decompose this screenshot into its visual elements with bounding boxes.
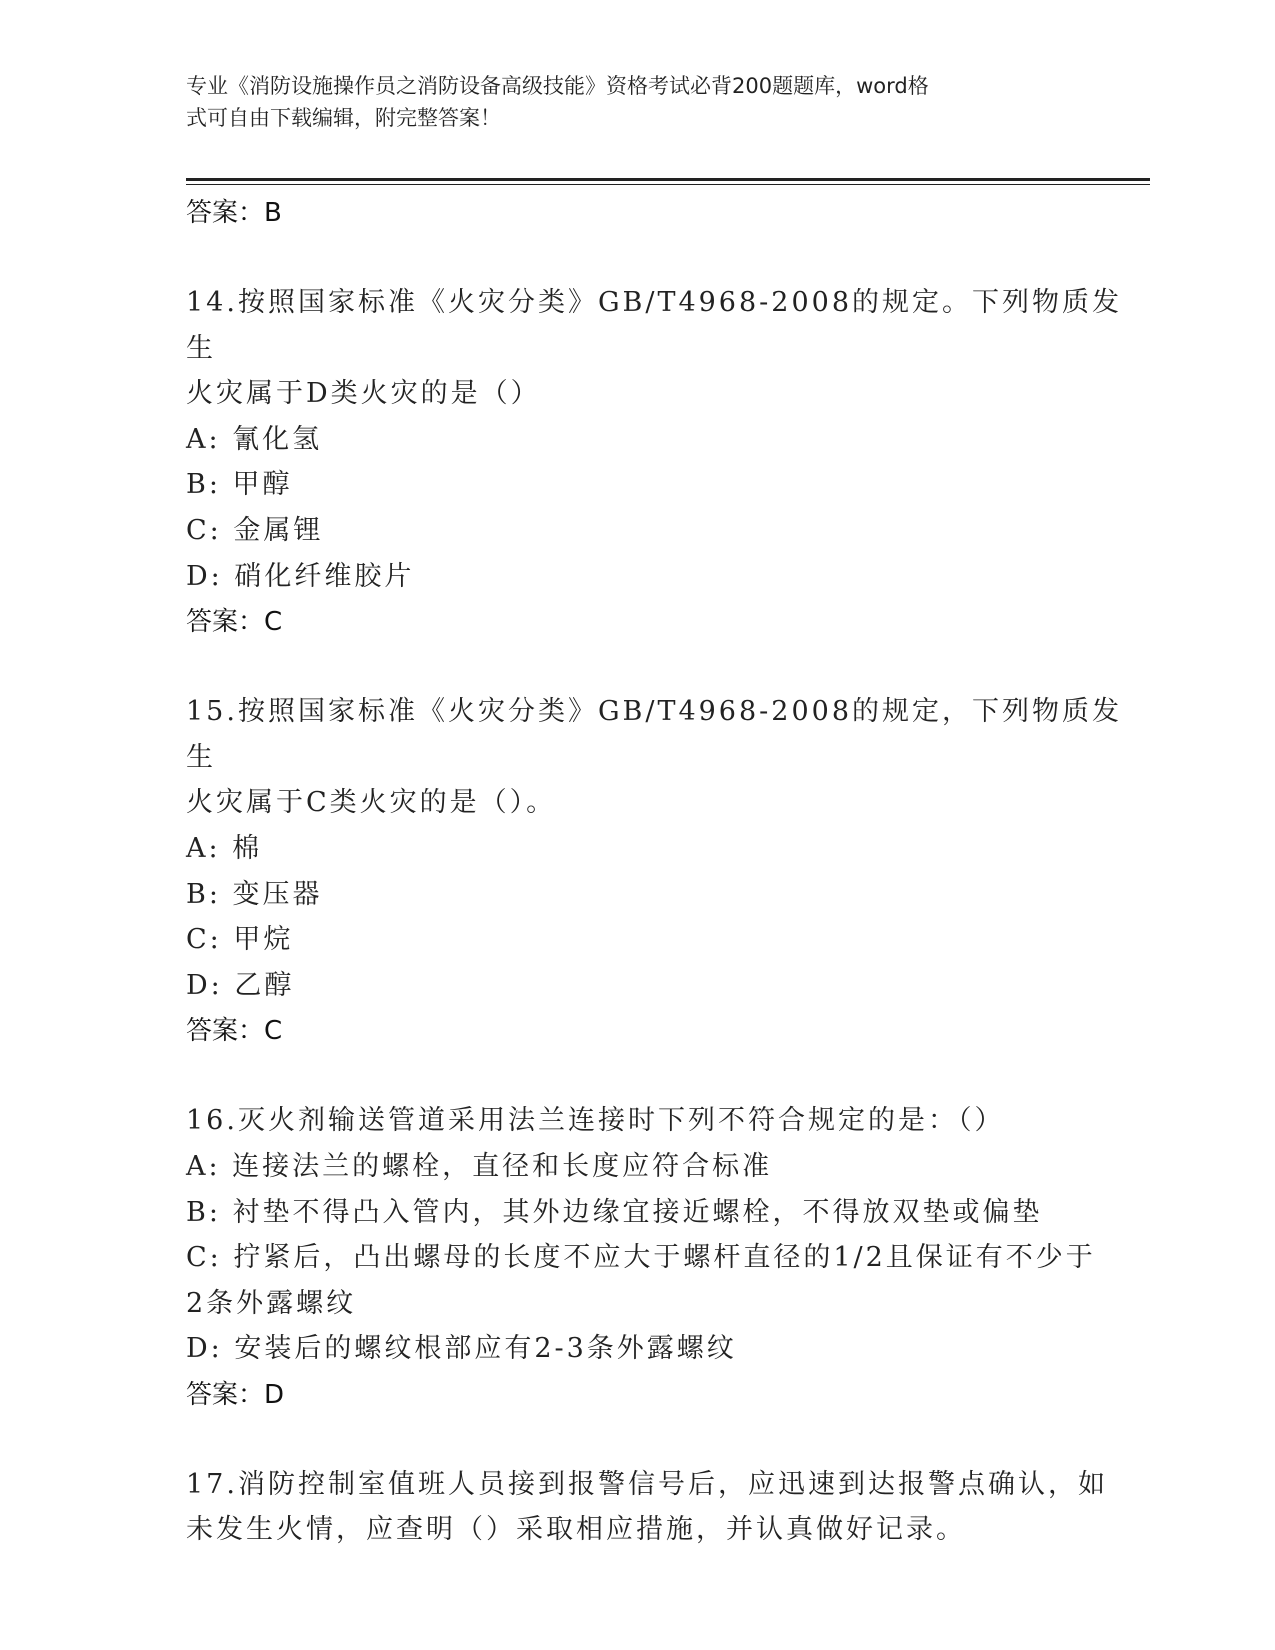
question-text-line: 15.按照国家标准《火灾分类》GB/T4968-2008的规定，下列物质发生: [186, 696, 1123, 773]
answer-line: 答案：B: [186, 198, 282, 228]
option-d: D: 硝化纤维胶片: [186, 560, 415, 592]
option-b: B: 甲醇: [186, 469, 293, 501]
option-c: C: 拧紧后，凸出螺母的长度不应大于螺杆直径的1/2且保证有不少于: [186, 1242, 1096, 1274]
answer-line: 答案：C: [186, 607, 283, 638]
question-text-line: 未发生火情，应查明（）采取相应措施，并认真做好记录。: [186, 1514, 966, 1546]
option-d: D: 乙醇: [186, 969, 295, 1001]
answer-line: 答案：D: [186, 1379, 285, 1410]
option-b: B: 衬垫不得凸入管内，其外边缘宜接近螺栓，不得放双垫或偏垫: [186, 1196, 1043, 1228]
header-line-1: 专业《消防设施操作员之消防设备高级技能》资格考试必背200题题库，word格: [186, 74, 929, 98]
option-b: B: 变压器: [186, 878, 323, 910]
question-block-15: [186, 689, 1136, 1054]
question-block-16: [186, 1098, 1136, 1418]
option-d: D: 安装后的螺纹根部应有2-3条外露螺纹: [186, 1333, 737, 1365]
header-rule-thin: [186, 184, 1150, 185]
question-list: [186, 190, 1136, 1553]
page-header: [186, 70, 1066, 134]
header-rule-thick: [186, 178, 1150, 181]
option-a: A: 连接法兰的螺栓，直径和长度应符合标准: [186, 1150, 773, 1182]
option-c: C: 甲烷: [186, 924, 294, 956]
question-text-line: 14.按照国家标准《火灾分类》GB/T4968-2008的规定。下列物质发生: [186, 287, 1123, 364]
question-text-line: 16.灭火剂输送管道采用法兰连接时下列不符合规定的是：（）: [186, 1105, 1005, 1137]
option-a: A: 棉: [186, 832, 263, 864]
header-line-2: 式可自由下载编辑，附完整答案！: [186, 106, 501, 130]
option-a: A: 氰化氢: [186, 423, 323, 455]
question-block-17: [186, 1462, 1136, 1553]
answer-line: 答案：C: [186, 1016, 283, 1047]
question-text-line: 火灾属于C类火灾的是（）。: [186, 787, 557, 819]
question-text-line: 火灾属于D类火灾的是（）: [186, 378, 541, 410]
option-c-continued: 2条外露螺纹: [186, 1287, 357, 1319]
question-text-line: 17.消防控制室值班人员接到报警信号后，应迅速到达报警点确认，如: [186, 1468, 1108, 1500]
option-c: C: 金属锂: [186, 514, 324, 546]
question-block-14: [186, 280, 1136, 645]
